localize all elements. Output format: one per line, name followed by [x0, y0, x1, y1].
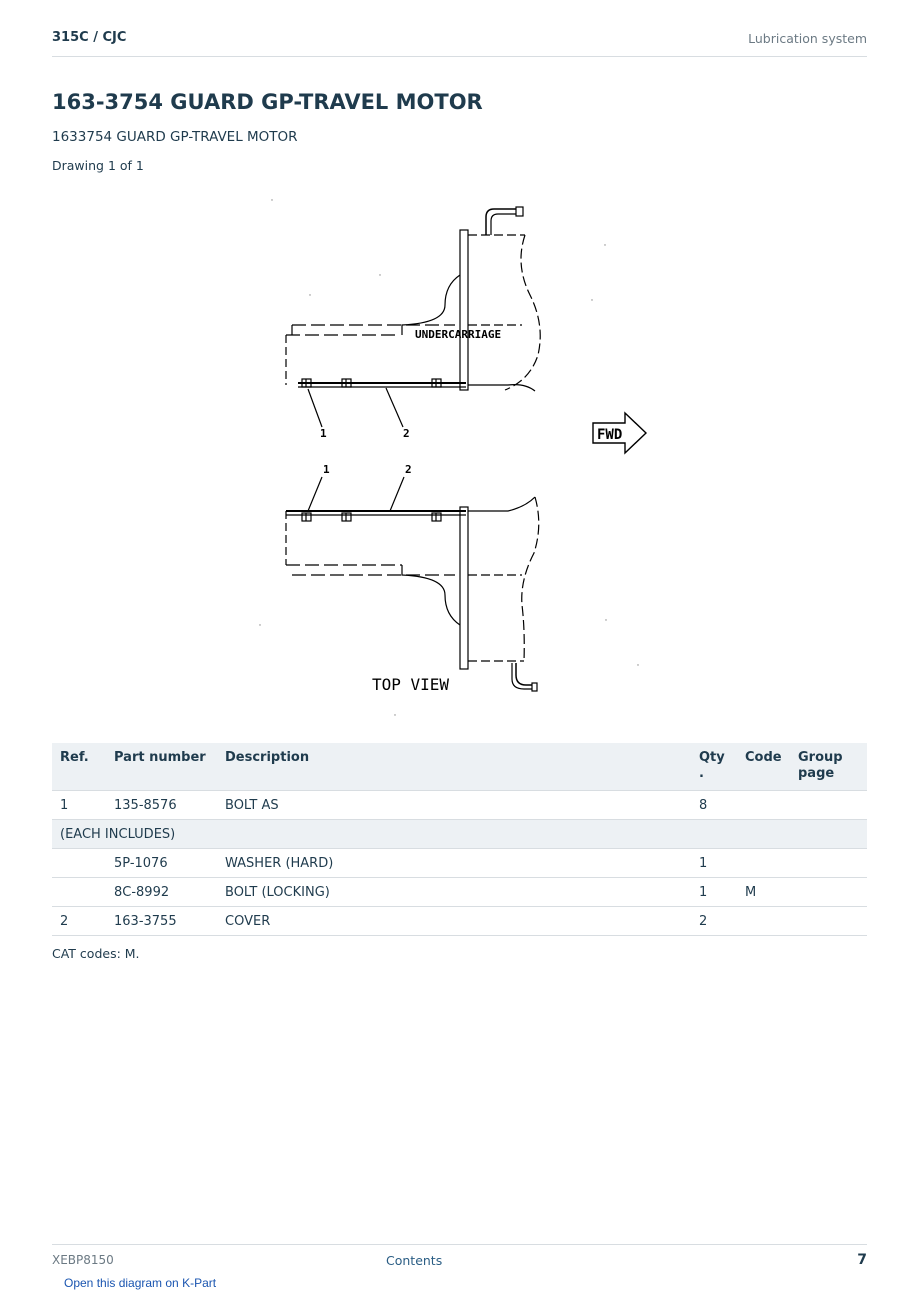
header-code: Code	[737, 743, 790, 791]
cell-code: M	[737, 878, 790, 907]
callout-1-lower: 1	[323, 463, 330, 476]
cell-qty: 1	[691, 849, 737, 878]
page-header	[52, 28, 867, 57]
cat-codes-note: CAT codes: M.	[52, 946, 140, 961]
cell-group-page	[790, 878, 867, 907]
document-id: XEBP8150	[52, 1253, 114, 1267]
parts-table	[52, 743, 867, 936]
contents-link[interactable]: Contents	[386, 1253, 443, 1268]
cell-description: WASHER (HARD)	[217, 849, 691, 878]
page-subtitle: 1633754 GUARD GP-TRAVEL MOTOR	[52, 129, 298, 145]
model-label: 315C / CJC	[52, 30, 127, 45]
cell-code	[737, 907, 790, 936]
top-view-label: TOP VIEW	[372, 675, 450, 694]
undercarriage-label: UNDERCARRIAGE	[415, 328, 502, 341]
frame-plate-lower	[460, 507, 468, 669]
page-title: 163-3754 GUARD GP-TRAVEL MOTOR	[52, 90, 483, 114]
header-description: Description	[217, 743, 691, 791]
cell-part-number: 8C-8992	[106, 878, 217, 907]
cell-part-number: 5P-1076	[106, 849, 217, 878]
cell-ref	[52, 849, 106, 878]
table-row	[52, 849, 867, 878]
cell-description: BOLT AS	[217, 791, 691, 820]
table-row	[52, 878, 867, 907]
table-row	[52, 791, 867, 820]
cell-description: BOLT (LOCKING)	[217, 878, 691, 907]
page-number: 7	[857, 1252, 867, 1268]
section-label: Lubrication system	[748, 31, 867, 46]
frame-plate-upper	[460, 230, 468, 390]
cell-qty: 8	[691, 791, 737, 820]
callout-1-upper: 1	[320, 427, 327, 440]
table-row	[52, 907, 867, 936]
cell-ref: 1	[52, 791, 106, 820]
cell-ref	[52, 878, 106, 907]
cell-part-number: 163-3755	[106, 907, 217, 936]
cell-note: (EACH INCLUDES)	[52, 820, 867, 849]
cell-qty: 1	[691, 878, 737, 907]
drawing-count: Drawing 1 of 1	[52, 158, 144, 173]
callout-2-upper: 2	[403, 427, 410, 440]
cell-group-page	[790, 849, 867, 878]
header-qty: Qty .	[691, 743, 737, 791]
callout-2-lower: 2	[405, 463, 412, 476]
cell-ref: 2	[52, 907, 106, 936]
kpart-diagram-link[interactable]: Open this diagram on K-Part	[64, 1276, 217, 1290]
table-header-row	[52, 743, 867, 791]
header-group-page: Group page	[790, 743, 867, 791]
cell-group-page	[790, 907, 867, 936]
cell-code	[737, 849, 790, 878]
header-part-number: Part number	[106, 743, 217, 791]
table-row-note	[52, 820, 867, 849]
cell-qty: 2	[691, 907, 737, 936]
cell-group-page	[790, 791, 867, 820]
page-footer	[52, 1244, 867, 1275]
fwd-label: FWD	[597, 427, 623, 443]
header-ref: Ref.	[52, 743, 106, 791]
cell-part-number: 135-8576	[106, 791, 217, 820]
cell-description: COVER	[217, 907, 691, 936]
parts-diagram	[240, 185, 680, 720]
cell-code	[737, 791, 790, 820]
